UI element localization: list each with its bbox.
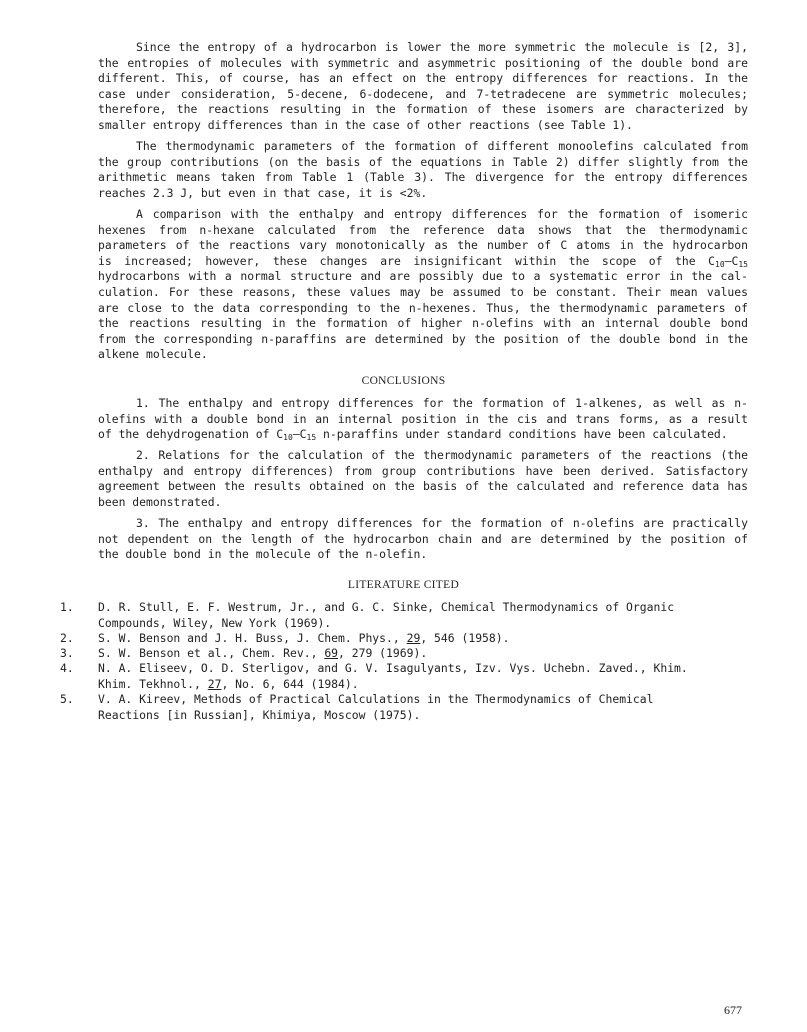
text-line: smaller entropy differences than in the case of other reactions (see Table 1).: [98, 117, 633, 132]
text-line: the entropies of molecules with symmetric and asymmetric positioning of the double bond are: [98, 55, 748, 70]
text-line: are close to the data corresponding to the n-hexenes. Thus, the thermodynamic parameters of: [98, 300, 748, 315]
text-line: the double bond in the molecule of the n-olefin.: [98, 547, 428, 562]
conclusion-3: [60, 516, 748, 563]
text-line: been demonstrated.: [98, 494, 222, 509]
reference-text: Compounds, Wiley, New York (1969).: [98, 615, 332, 630]
reference-text: S. W. Benson and J. H. Buss, J. Chem. Phys., 29, 546 (1958).: [98, 631, 510, 645]
reference-number: 1.: [60, 600, 74, 614]
text-line: olefins with a double bond in an internal position in the cis and trans forms, as a result: [98, 411, 748, 426]
text-line: 3. The enthalpy and entropy differences for the formation of n-olefins are practically: [136, 516, 748, 530]
conclusions-heading: CONCLUSIONS: [361, 375, 446, 387]
text-line: 1. The enthalpy and entropy differences for the formation of 1-alkenes, as well as n-: [136, 396, 748, 410]
text-line: reaches 2.3 J, but even in that case, it is <2%.: [98, 185, 428, 200]
text-line: is increased; however, these changes are insignificant within the scope of the $C_{10}-C_{15}$: [98, 253, 748, 269]
text-line: agreement between the results obtained on the basis of the calculated and reference data has: [98, 479, 748, 494]
conclusion-1: [60, 396, 748, 443]
text-line: Since the entropy of a hydrocarbon is lower the more symmetric the molecule is [2, 3],: [136, 40, 748, 54]
text-line: culation. For these reasons, these values may be assumed to be constant. Their mean values: [98, 284, 748, 299]
text-line: different. This, of course, has an effect on the entropy differences for reactions. In the: [98, 71, 748, 86]
text-line: A comparison with the enthalpy and entropy differences for the formation of isomeric: [136, 207, 748, 221]
text-line: alkene molecule.: [98, 347, 208, 362]
text-line: parameters of the reactions vary monotonically as the number of C atoms in the hydrocarbon: [98, 238, 748, 253]
reference-text: D. R. Stull, E. F. Westrum, Jr., and G. C. Sinke, Chemical Thermodynamics of Organic: [98, 600, 675, 614]
reference-number: 3.: [60, 646, 74, 660]
page-number: 677: [724, 1003, 742, 1017]
conclusion-2: [60, 448, 748, 510]
paragraph-3: [60, 207, 748, 363]
paragraph-1: [60, 40, 748, 134]
text-line: hydrocarbons with a normal structure and are possibly due to a systematic error in the cal-: [98, 269, 748, 284]
reference-number: 5.: [60, 692, 74, 706]
reference-text: Reactions [in Russian], Khimiya, Moscow (1975).: [98, 707, 421, 722]
references-heading: LITERATURE CITED: [347, 579, 460, 591]
text-line: The thermodynamic parameters of the formation of different monoolefins calculated from: [136, 139, 748, 153]
paragraph-2: [60, 139, 748, 201]
text-line: enthalpy and entropy differences) from group contributions have been derived. Satisfactory: [98, 463, 748, 478]
text-line: of the dehydrogenation of $C_{10}-C_{15}$ n-paraffins under standard conditions have been calculated.: [98, 427, 728, 443]
text-line: not dependent on the length of the hydrocarbon chain and are determined by the position of: [98, 531, 748, 546]
text-line: arithmetic means taken from Table 1 (Table 3). The divergence for the entropy differences: [98, 170, 748, 185]
text-line: from the corresponding n-paraffins are determined by the position of the double bond in the: [98, 331, 748, 346]
text-line: therefore, the reactions resulting in the formation of these isomers are characterized by: [98, 102, 748, 117]
text-line: case under consideration, 5-decene, 6-dodecene, and 7-tetradecene are symmetric molecules;: [98, 86, 748, 101]
reference-text: N. A. Eliseev, O. D. Sterligov, and G. V. Isagulyants, Izv. Vys. Uchebn. Zaved., Khim.: [98, 661, 688, 675]
reference-number: 2.: [60, 631, 74, 645]
text-line: 2. Relations for the calculation of the thermodynamic parameters of the reactions (the: [136, 448, 748, 462]
reference-text: Khim. Tekhnol., 27, No. 6, 644 (1984).: [98, 676, 359, 691]
reference-number: 4.: [60, 661, 74, 675]
reference-text: V. A. Kireev, Methods of Practical Calculations in the Thermodynamics of Chemical: [98, 692, 654, 706]
text-line: hexenes from n-hexane calculated from the reference data shows that the thermodynamic: [98, 222, 748, 237]
reference-text: S. W. Benson et al., Chem. Rev., 69, 279 (1969).: [98, 646, 428, 660]
text-line: the group contributions (on the basis of the equations in Table 2) differ slightly from the: [98, 154, 748, 169]
text-line: the reactions resulting in the formation of higher n-olefins with an internal double bond: [98, 316, 748, 331]
